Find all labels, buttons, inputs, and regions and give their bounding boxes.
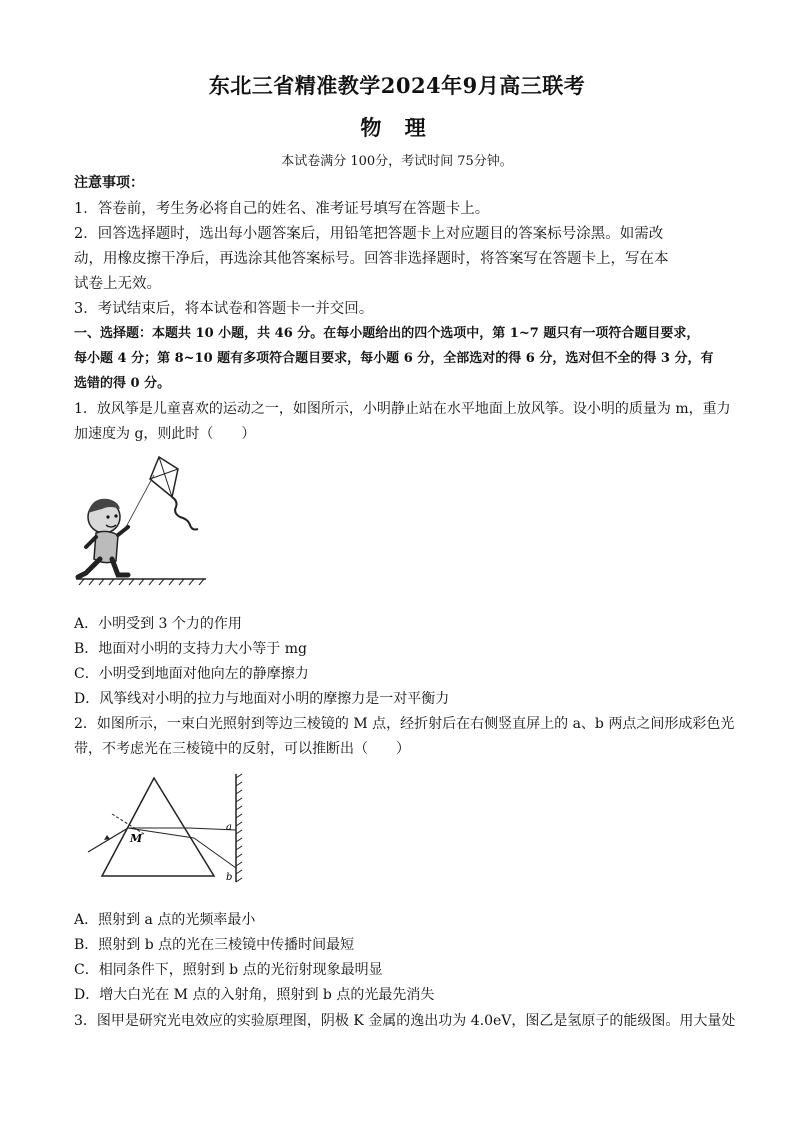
q1-option-a: A．小明受到 3 个力的作用 (74, 616, 242, 632)
section-instructions: 选错的得 0 分。 (74, 376, 171, 391)
q1-option-b: B．地面对小明的支持力大小等于 mg (74, 641, 307, 657)
notes-heading: 注意事项： (74, 175, 144, 191)
exam-title: 东北三省精准教学2024年9月高三联考 (208, 73, 586, 98)
q2-stem: 2．如图所示，一束白光照射到等边三棱镜的 M 点，经折射后在右侧竖直屏上的 a、b 两点之间形成彩色光 (74, 716, 735, 732)
q1-stem: 1．放风筝是儿童喜欢的运动之一，如图所示，小明静止站在水平地面上放风筝。设小明的质量为 m，重力 (74, 401, 731, 417)
note-line: 试卷上无效。 (74, 276, 161, 292)
q1-option-d: D．风筝线对小明的拉力与地面对小明的摩擦力是一对平衡力 (74, 691, 450, 707)
q2-option-b: B．照射到 b 点的光在三棱镜中传播时间最短 (74, 937, 355, 953)
q1-stem: 加速度为 g，则此时（ ） (74, 426, 256, 442)
note-line: 3．考试结束后，将本试卷和答题卡一并交回。 (74, 301, 374, 317)
q2-option-d: D．增大白光在 M 点的入射角，照射到 b 点的光最先消失 (74, 987, 435, 1003)
q1-option-c: C．小明受到地面对他向左的静摩擦力 (74, 666, 309, 682)
note-line: 动，用橡皮擦干净后，再选涂其他答案标号。回答非选择题时，将答案写在答题卡上，写在本 (74, 251, 669, 267)
section-instructions: 每小题 4 分；第 8~10 题有多项符合题目要求，每小题 6 分，全部选对的得 6 分，选对但不全的得 3 分，有 (74, 351, 714, 366)
q2-option-c: C．相同条件下，照射到 b 点的光衍射现象最明显 (74, 962, 383, 978)
note-line: 2．回答选择题时，选出每小题答案后，用铅笔把答题卡上对应题目的答案标号涂黑。如需改 (74, 226, 664, 242)
point-b-label: b (226, 872, 233, 883)
exam-meta: 本试卷满分 100分，考试时间 75分钟。 (281, 154, 513, 169)
section-instructions: 一、选择题：本题共 10 小题，共 46 分。在每小题给出的四个选项中，第 1~7 题只有一项符合题目要求， (74, 326, 700, 341)
prism-figure (74, 770, 254, 885)
subject-title: 物 理 (360, 115, 434, 140)
point-a-label: a (226, 822, 232, 833)
point-m-label: M (130, 832, 143, 845)
q2-stem: 带，不考虑光在三棱镜中的反射，可以推断出（ ） (74, 741, 410, 757)
kite-figure (74, 445, 214, 590)
note-line: 1．答卷前，考生务必将自己的姓名、准考证号填写在答题卡上。 (74, 201, 490, 217)
q3-stem: 3．图甲是研究光电效应的实验原理图，阴极 K 金属的逸出功为 4.0eV，图乙是氢原子的能级图。用大量处 (74, 1013, 736, 1029)
q2-option-a: A．照射到 a 点的光频率最小 (74, 912, 256, 928)
